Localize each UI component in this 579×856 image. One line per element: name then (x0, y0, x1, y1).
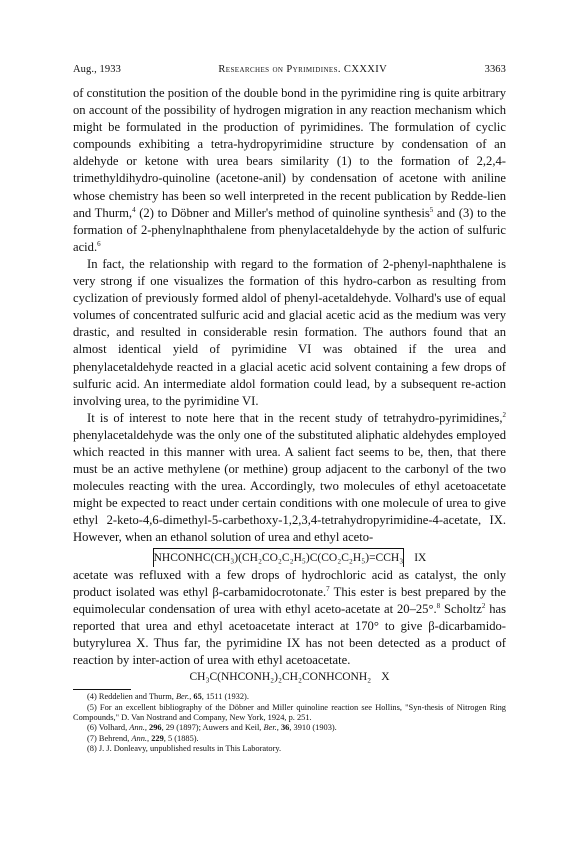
paragraph-4 (73, 567, 506, 670)
formula-ix-text: NHCONHC(CH₃)(CH₂CO₂C₂H₅)C(CO₂C₂H₅)=CCH₃ (153, 551, 404, 564)
footnote-7-journal: Ann. (131, 733, 148, 743)
running-header (73, 64, 506, 75)
header-title: Researches on Pyrimidines. CXXXIV (218, 64, 388, 75)
paragraph-3 (73, 410, 506, 547)
footnote-ref-2: 2 (502, 410, 506, 419)
footnote-4-text: Reddelien and Thurm, (96, 692, 176, 702)
footnote-4: (4) Reddelien and Thurm, Ber., 65, 1511 (1932). (87, 692, 249, 702)
formula-ix-label: IX (414, 551, 427, 564)
footnote-6-number: (6) (87, 723, 97, 733)
formula-ix-ring-bond (153, 548, 405, 567)
paragraph-4-text-b: This ester is best prepared by the equimolecular condensation of urea with ethyl aceto-acetate at 20–25°. (73, 584, 506, 616)
formula-x (73, 669, 506, 686)
footnote-6-volume-1: 296 (149, 723, 162, 733)
footnote-6-journal-1: Ann. (129, 723, 145, 733)
footnote-4-journal: Ber. (175, 692, 190, 702)
paragraph-1-text-b: (2) to Döbner and Miller's method of quinoline synthesis (135, 205, 430, 220)
footnote-6-journal-2: Ber. (263, 723, 277, 733)
footnote-ref-6: 6 (97, 239, 101, 248)
paragraph-4-text-c: Scholtz (440, 601, 482, 616)
formula-x-text: CH₃C(NHCONH₂)₂CH₂CONHCONH₂ (189, 671, 372, 684)
footnote-4-number: (4) (87, 692, 97, 702)
footnote-ref-4: 4 (132, 205, 136, 214)
footnote-7-text: Behrend, (96, 733, 132, 743)
footnote-4-rest: , 1511 (1932). (201, 692, 249, 702)
footnote-8 (73, 744, 506, 754)
footnote-5-number: (5) (87, 702, 97, 712)
formula-ix (73, 548, 506, 567)
paragraph-4-text-a: acetate was refluxed with a few drops of hydrochloric acid as catalyst, the only product isolated was ethyl β-carbamidocrotonate. (73, 567, 506, 599)
footnote-7: (7) Behrend, Ann., 229, 5 (1885). (87, 733, 199, 743)
footnote-ref-8: 8 (436, 601, 441, 610)
formula-x-label: X (381, 671, 390, 684)
paragraph-2: In fact, the relationship with regard to the formation of 2-phenyl-naphthalene is very strong if one visualizes the formation of this hydro-carbon as resulting from cyclization of previously formed aldol of phenyl-acetaldehyde. Volhard's use of equal volumes of concentrated sulfuric acid and glacial acetic acid as the medium was very drastic, and resulted in considerable resin formation. The authors found that an almost identical yield of pyrimidine VI was obtained if the urea and phenylacetaldehyde reacted in a glacial acetic acid solvent containing a few drops of sulfuric acid. An intermediate aldol formation could lead, by a subsequent re-action involving urea, to the pyrimidine VI. (73, 256, 506, 408)
article-body (73, 85, 506, 755)
paragraph-3-text-a: It is of interest to note here that in the recent study of tetrahydro-pyrimidines, (87, 410, 503, 425)
footnote-ref-5: 5 (429, 205, 434, 214)
paragraph-3-text-b: phenylacetaldehyde was the only one of the substituted aliphatic aldehydes employed which reacted in this manner with urea. A salient fact seems to be, then, that there must be an active methylene (or methine) group adjacent to the carbonyl of the two molecules reacting with the urea. Accordingly, two molecules of ethyl acetoacetate might be expected to react under certain conditions with one molecule of urea to give ethyl 2-keto-4,6-dimethyl-5-carbethoxy-1,2,3,4-tetrahydropyrimidine-4-acetate, IX. However, when an ethanol solution of urea and ethyl aceto- (73, 427, 506, 545)
paragraph-1-text-c: and (3) to the formation of 2-phenylnaphthalene from phenylacetaldehyde by the action of sulfuric acid. (73, 205, 507, 254)
footnote-5 (73, 703, 506, 724)
footnotes (73, 692, 506, 754)
footnote-7-rest: , 5 (1885). (163, 733, 199, 743)
header-date: Aug., 1933 (73, 64, 121, 75)
paragraph-1 (73, 85, 506, 256)
footnote-ref-2b: 2 (481, 601, 486, 610)
footnote-6-volume-2: 36 (280, 723, 290, 733)
footnote-7-number: (7) (87, 733, 97, 743)
footnote-4-volume: 65 (193, 692, 202, 702)
footnote-8-text: J. J. Donleavy, unpublished results in This Laboratory. (96, 744, 282, 754)
footnote-6-rest: , 3910 (1903). (289, 723, 337, 733)
paragraph-1-text-a: of constitution the position of the double bond in the pyrimidine ring is quite arbitrary on account of the possibility of hydrogen migration in any reaction mechanism which might be formulated in the production of pyrimidines. The formulation of cyclic compounds exhibiting a tetra-hydropyrimidine structure by condensation of an aldehyde or ketone with urea bears similarity (1) to the formation of 2,2,4-trimethyldihydro-quinoline (acetone-anil) by condensation of acetone with aniline whose chemistry has been so well interpreted in the recent publication by Redde-lien and Thurm, (73, 86, 507, 220)
footnote-6-text: Volhard, (96, 723, 130, 733)
paragraph-4-text-d: has reported that urea and ethyl acetoacetate interact at 170° to give β-dicarbamido-butyrylurea X. Thus far, the pyrimidine IX has not been detected as a product of reaction by inter-action of urea with ethyl acetoacetate. (73, 601, 506, 667)
footnote-8-number: (8) (87, 744, 97, 754)
footnote-divider (73, 689, 131, 690)
page-number: 3363 (484, 64, 506, 75)
footnote-ref-7: 7 (326, 584, 330, 593)
footnote-6-mid: , 29 (1897); Auwers and Keil, (161, 723, 264, 733)
footnote-5-text: For an excellent bibliography of the Döbner and Miller quinoline reaction see Hollins, "Syn-thesis of Nitrogen Ring Compounds," D. Van Nostrand and Company, New York, 1924, p. 251. (73, 702, 506, 722)
footnote-6: (6) Volhard, Ann., 296, 29 (1897); Auwers and Keil, Ber., 36, 3910 (1903). (87, 723, 337, 733)
footnote-7-volume: 229 (151, 733, 164, 743)
